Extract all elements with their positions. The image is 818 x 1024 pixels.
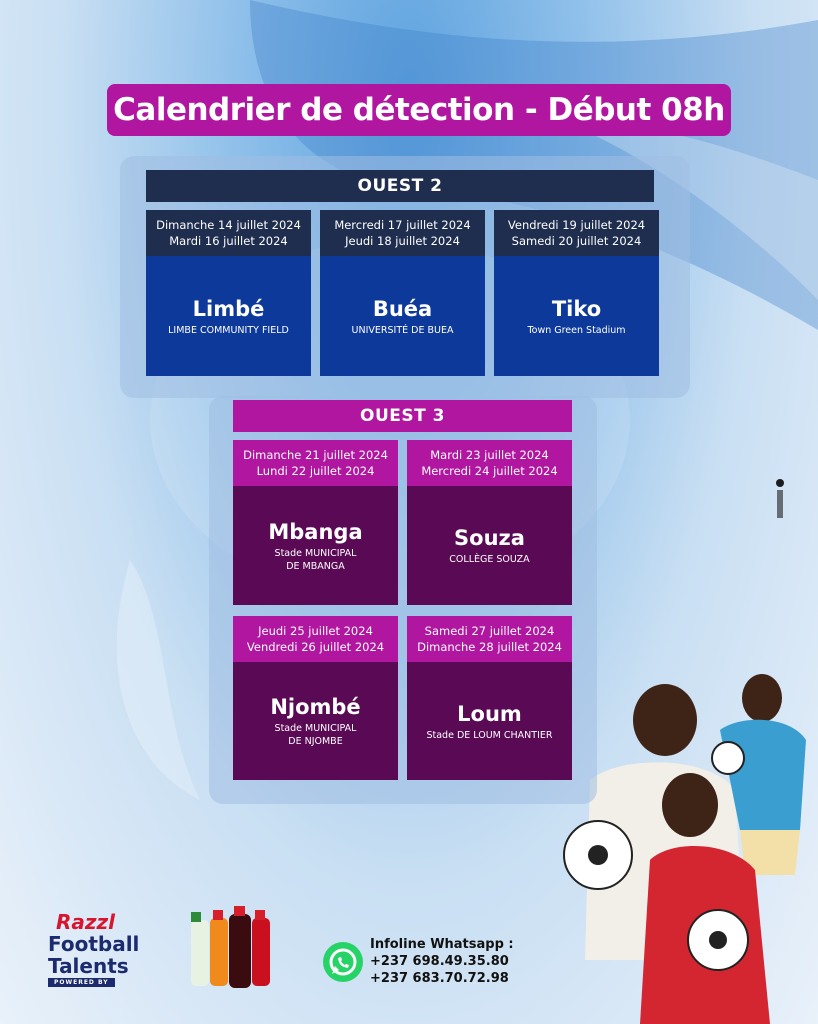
brand-powered-by: POWERED BY [48,978,115,987]
page-title: Calendrier de détection - Début 08h [107,84,731,136]
card-date-start: Mercredi 17 juillet 2024 [334,218,471,232]
card-venue: LIMBE COMMUNITY FIELD [168,324,289,336]
card-date-start: Jeudi 25 juillet 2024 [258,624,373,638]
card-njombe [233,616,398,780]
side-logo-mark [774,478,786,522]
ouest2-header: OUEST 2 [146,170,654,202]
card-city: Loum [457,701,522,726]
card-souza [407,440,572,605]
infoline-contact [370,936,514,987]
card-city: Mbanga [268,519,363,544]
card-date-start: Samedi 27 juillet 2024 [424,624,555,638]
card-date-end: Dimanche 28 juillet 2024 [417,640,562,654]
card-buea [320,210,485,376]
whatsapp-icon [322,941,364,983]
card-date-end: Samedi 20 juillet 2024 [511,234,642,248]
card-date-start: Dimanche 14 juillet 2024 [156,218,301,232]
product-bottles [191,906,270,988]
card-city: Njombé [270,695,361,719]
brand-line2: Talents [48,954,129,978]
card-city: Buéa [372,296,433,321]
infoline-label: Infoline Whatsapp : [370,937,514,952]
card-date-end: Jeudi 18 juillet 2024 [345,234,460,248]
players-illustration [564,674,806,1024]
card-venue: Town Green Stadium [527,324,626,336]
card-mbanga [233,440,398,605]
card-venue: Stade DE LOUM CHANTIER [426,729,553,741]
brand-logo [48,910,158,990]
card-tiko [494,210,659,376]
card-city: Tiko [551,296,602,321]
card-venue: COLLÈGE SOUZA [449,554,530,565]
brand-script: Razzl [56,910,116,934]
card-date-end: Vendredi 26 juillet 2024 [246,640,385,654]
card-date-end: Mercredi 24 juillet 2024 [421,464,558,478]
phone-number-1[interactable]: +237 698.49.35.80 [370,954,509,969]
card-limbe [146,210,311,376]
phone-number-2[interactable]: +237 683.70.72.98 [370,971,509,986]
card-date-start: Vendredi 19 juillet 2024 [507,218,646,232]
card-venue: UNIVERSITÉ DE BUEA [351,324,454,336]
card-venue: Stade MUNICIPAL DE MBANGA [274,547,357,572]
brand-line1: Football [48,932,140,956]
card-date-start: Dimanche 21 juillet 2024 [243,448,388,462]
ouest3-header: OUEST 3 [233,400,572,432]
card-date-end: Lundi 22 juillet 2024 [256,464,375,478]
card-city: Souza [454,526,525,550]
card-loum [407,616,572,780]
card-city: Limbé [192,296,265,321]
card-date-start: Mardi 23 juillet 2024 [430,448,549,462]
card-date-end: Mardi 16 juillet 2024 [169,234,288,248]
card-venue: Stade MUNICIPAL DE NJOMBE [274,723,357,747]
